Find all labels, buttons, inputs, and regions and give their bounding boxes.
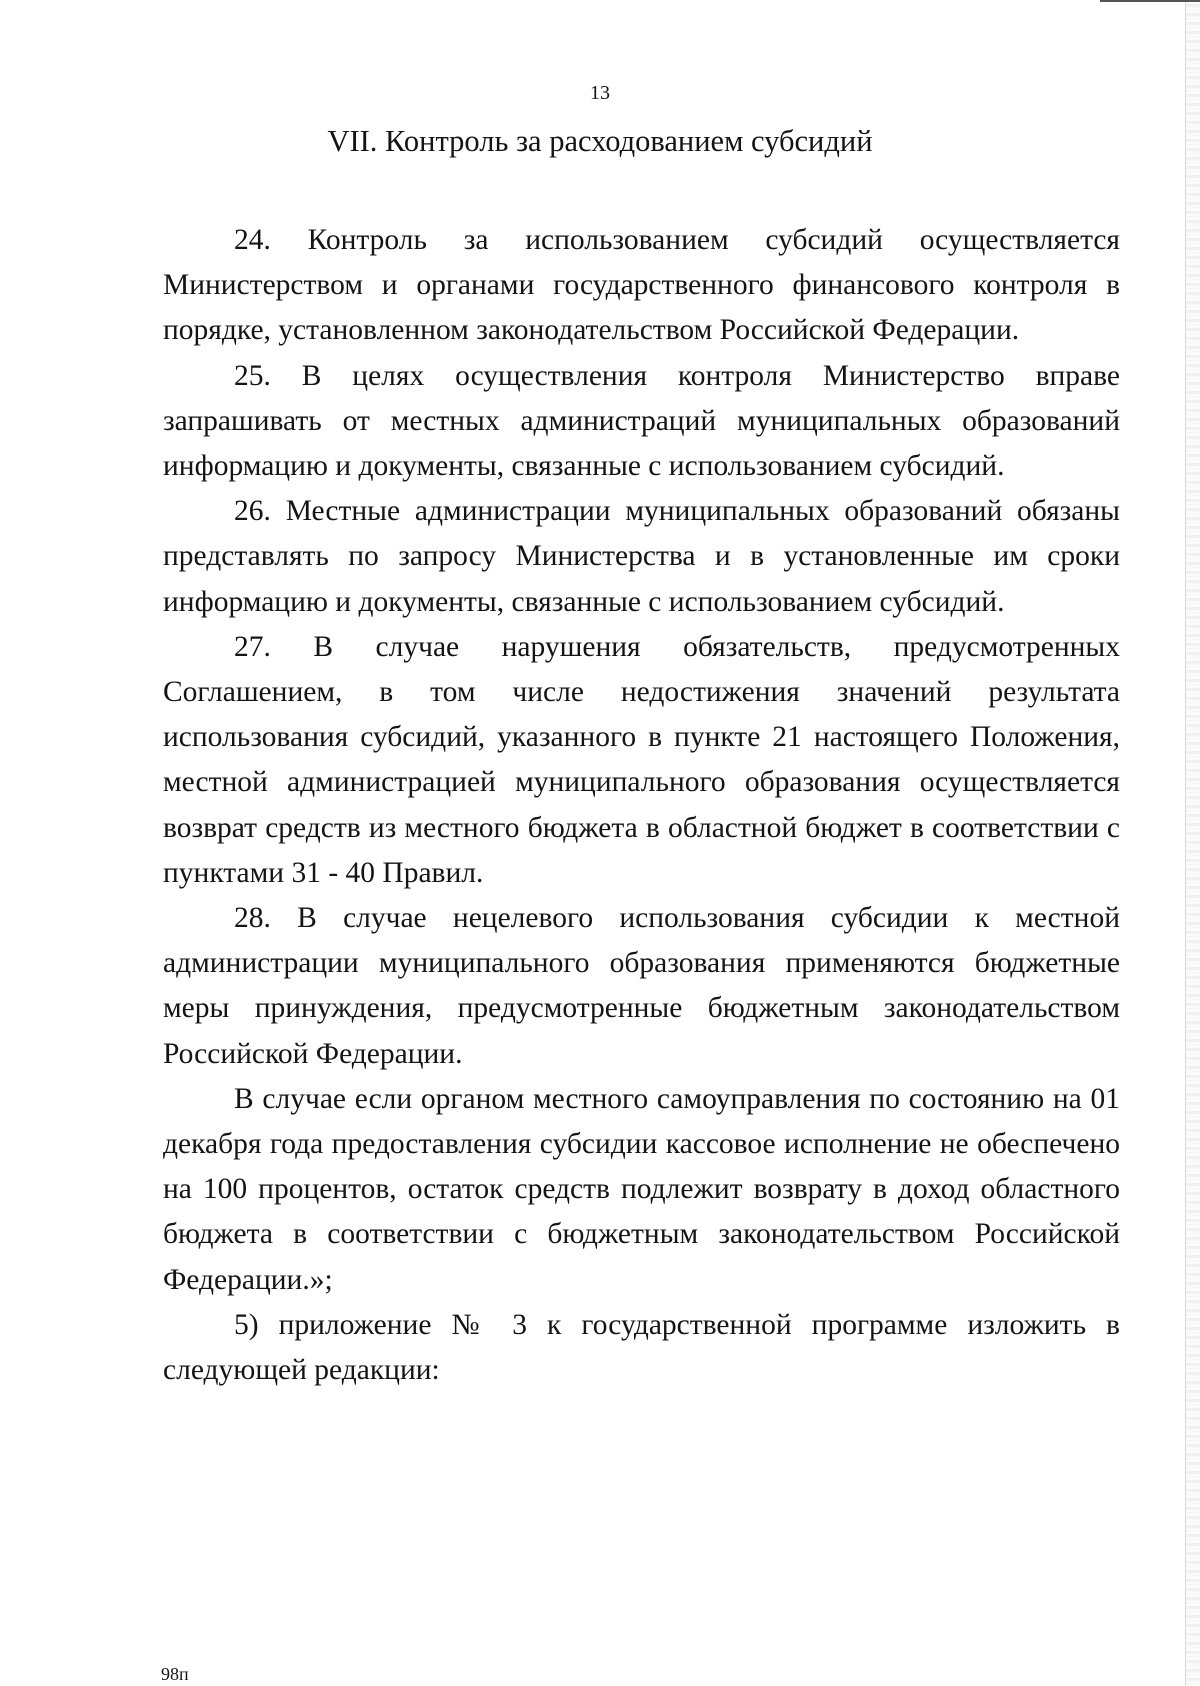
paragraph-25: 25. В целях осуществления контроля Министерство вправе запрашивать от местных администраций муниципальных образований информацию и документы, связанные с использованием субсидий. (163, 359, 1120, 483)
paragraph-28: 28. В случае нецелевого использования субсидии к местной администрации муниципального образования применяются бюджетные меры принуждения, предусмотренные бюджетным законодательством Российской Федерации. (163, 902, 1120, 1070)
paragraph-24: 24. Контроль за использованием субсидий осуществляется Министерством и органами государственного финансового контроля в порядке, установленном законодательством Российской Федерации. (163, 224, 1120, 347)
paragraph-return-funds: В случае если органом местного самоуправления по состоянию на 01 декабря года предоставления субсидии кассовое исполнение не обеспечено на 100 процентов, остаток средств подлежит возврату в доход областного бюджета в соответствии с бюджетным законодательством Российской Федерации.»; (163, 1082, 1120, 1296)
scan-edge (1186, 0, 1200, 1686)
page-number: 13 (590, 82, 610, 104)
scan-top-mark (1100, 0, 1200, 2)
footer-code: 98п (161, 1664, 189, 1684)
paragraph-appendix-3: 5) приложение № 3 к государственной программе изложить в следующей редакции: (163, 1308, 1120, 1387)
paragraph-27: 27. В случае нарушения обязательств, предусмотренных Соглашением, в том числе недостижения значений результата использования субсидий, указанного в пункте 21 настоящего Положения, местной администрацией муниципального образования осуществляется возврат средств из местного бюджета в областной бюджет в соответствии с пунктами 31 - 40 Правил. (163, 630, 1120, 889)
scan-edge-line (1185, 0, 1186, 1686)
section-title: VII. Контроль за расходованием субсидий (327, 124, 873, 158)
body-text (163, 218, 1120, 1393)
paragraph-26: 26. Местные администрации муниципальных образований обязаны представлять по запросу Министерства и в установленные им сроки информацию и документы, связанные с использованием субсидий. (163, 495, 1120, 618)
